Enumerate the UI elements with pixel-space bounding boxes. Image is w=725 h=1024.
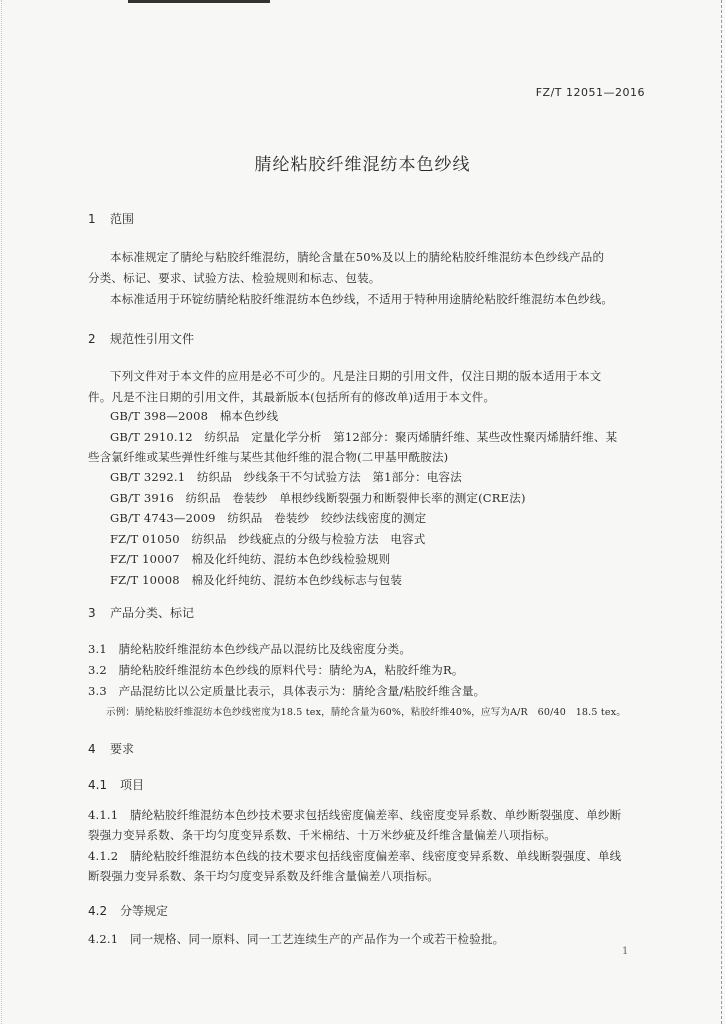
reference-item: GB/T 398—2008 棉本色纱线 <box>110 409 279 423</box>
clause: 断裂强力变异系数、条干均匀度变异系数及纤维含量偏差八项指标。 <box>88 869 439 883</box>
section-title: 范围 <box>110 212 135 226</box>
example-note: 示例：腈纶粘胶纤维混纺本色纱线密度为18.5 tex，腈纶含量为60%，粘胶纤维40%，应写为A/R 60/40 18.5 tex。 <box>106 707 626 718</box>
reference-item: FZ/T 10008 棉及化纤纯纺、混纺本色纱线标志与包装 <box>110 573 403 587</box>
reference-item: GB/T 3292.1 纺织品 纱线条干不匀试验方法 第1部分：电容法 <box>110 470 462 484</box>
clause: 4.1.1 腈纶粘胶纤维混纺本色纱技术要求包括线密度偏差率、线密度变异系数、单纱断裂强度、单纱断 <box>88 808 622 822</box>
reference-item: FZ/T 10007 棉及化纤纯纺、混纺本色纱线检验规则 <box>110 552 391 566</box>
clause: 4.1.2 腈纶粘胶纤维混纺本色线的技术要求包括线密度偏差率、线密度变异系数、单线断裂强度、单线 <box>88 849 622 863</box>
section-title: 产品分类、标记 <box>110 606 195 620</box>
clause: 3.3 产品混纺比以公定质量比表示，具体表示为：腈纶含量/粘胶纤维含量。 <box>88 684 486 698</box>
section-title: 项目 <box>120 778 145 792</box>
scan-top-mark <box>128 0 270 3</box>
section-number: 3 <box>88 606 96 620</box>
section-1-heading <box>88 210 134 227</box>
clause: 3.1 腈纶粘胶纤维混纺本色纱线产品以混纺比及线密度分类。 <box>88 642 412 656</box>
section-2-heading <box>88 330 194 347</box>
section-3-heading <box>88 604 194 621</box>
reference-item: 些含氯纤维或某些弹性纤维与某些其他纤维的混合物(二甲基甲酰胺法) <box>88 450 449 464</box>
section-number: 4 <box>88 742 96 756</box>
reference-item: FZ/T 01050 纺织品 纱线疵点的分级与检验方法 电容式 <box>110 532 426 546</box>
paragraph-line: 件。凡是不注日期的引用文件，其最新版本(包括所有的修改单)适用于本文件。 <box>88 390 496 404</box>
reference-item: GB/T 2910.12 纺织品 定量化学分析 第12部分：聚丙烯腈纤维、某些改性聚丙烯腈纤维、某 <box>110 430 618 444</box>
section-title: 规范性引用文件 <box>110 332 195 346</box>
document-title: 腈纶粘胶纤维混纺本色纱线 <box>254 155 471 175</box>
paragraph-line: 本标准规定了腈纶与粘胶纤维混纺，腈纶含量在50%及以上的腈纶粘胶纤维混纺本色纱线产品的 <box>110 250 605 264</box>
section-4-1-heading <box>88 776 144 793</box>
paragraph-line: 分类、标记、要求、试验方法、检验规则和标志、包装。 <box>88 271 381 285</box>
reference-item: GB/T 3916 纺织品 卷装纱 单根纱线断裂强力和断裂伸长率的测定(CRE法) <box>110 491 526 505</box>
section-title: 要求 <box>110 742 135 756</box>
section-number: 4.2 <box>88 904 108 918</box>
clause: 3.2 腈纶粘胶纤维混纺本色纱线的原料代号：腈纶为A，粘胶纤维为R。 <box>88 663 464 677</box>
clause: 裂强力变异系数、条干均匀度变异系数、千米棉结、十万米纱疵及纤维含量偏差八项指标。 <box>88 828 556 842</box>
section-4-heading <box>88 740 134 757</box>
section-title: 分等规定 <box>120 904 169 918</box>
section-number: 1 <box>88 212 96 226</box>
clause: 4.2.1 同一规格、同一原料、同一工艺连续生产的产品作为一个或若干检验批。 <box>88 932 505 946</box>
paragraph-line: 本标准适用于环锭纺腈纶粘胶纤维混纺本色纱线，不适用于特种用途腈纶粘胶纤维混纺本色纱线。 <box>110 292 614 306</box>
section-4-2-heading <box>88 902 168 919</box>
page-number: 1 <box>622 946 629 957</box>
reference-item: GB/T 4743—2009 纺织品 卷装纱 绞纱法线密度的测定 <box>110 511 427 525</box>
paragraph-line: 下列文件对于本文件的应用是必不可少的。凡是注日期的引用文件，仅注日期的版本适用于本文 <box>110 369 602 383</box>
section-number: 4.1 <box>88 778 108 792</box>
standard-code: FZ/T 12051—2016 <box>535 86 645 99</box>
section-number: 2 <box>88 332 96 346</box>
